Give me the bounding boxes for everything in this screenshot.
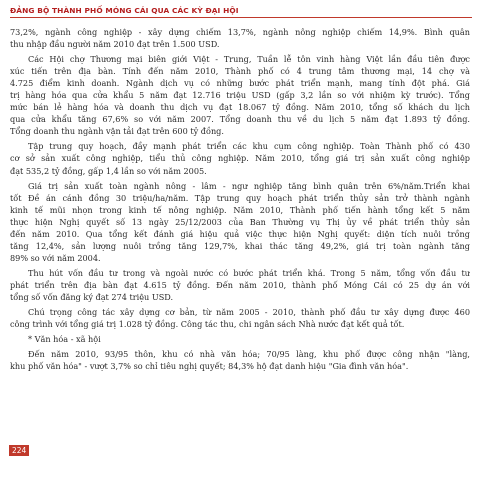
paragraph: [10, 140, 470, 176]
header-rule: [10, 17, 472, 18]
text-line: * Văn hóa - xã hội: [28, 334, 101, 345]
text-line: Tổng doanh thu ngành vận tải đạt trên 600 tỷ đồng.: [10, 126, 224, 137]
text-line: 89% so với năm 2004.: [10, 252, 101, 263]
page-number: 224: [9, 445, 29, 456]
text-line: mức bán lẻ hàng hóa và doanh thu dịch vụ đạt 18.067 tỷ đồng. Năm 2010, tổng số khách du lịch: [10, 102, 470, 113]
text-line: tăng 12,4%, sản lượng nuôi trồng tăng 129,7%, khai thác tăng 49,2%, giá trị toàn ngành tăng: [10, 240, 470, 251]
text-line: khu phố văn hóa" - vượt 3,7% so chỉ tiêu nghị quyết; 84,3% hộ đạt danh hiệu "Gia đình văn hóa".: [10, 361, 409, 372]
text-line: qua cửa khẩu tăng 67,6% so với năm 2007. Tổng doanh thu về du lịch 5 năm đạt 1.893 tỷ đồng.: [10, 114, 470, 125]
text-line: Chú trọng công tác xây dựng cơ bản, từ năm 2005 - 2010, thành phố đầu tư xây dựng được 460: [28, 307, 470, 318]
running-header-title: ĐẢNG BỘ THÀNH PHỐ MÓNG CÁI QUA CÁC KỲ ĐẠI HỘI: [10, 6, 239, 15]
text-line: xúc tiến trên địa bàn. Tính đến năm 2010, Thành phố có 4 trung tâm thương mại, 14 chợ và: [10, 66, 470, 77]
paragraph: [10, 348, 470, 372]
text-line: Đến năm 2010, 93/95 thôn, khu có nhà văn hóa; 70/95 làng, khu phố được công nhận "làng,: [28, 349, 470, 360]
paragraph: [10, 333, 470, 345]
text-line: phát triển trên địa bàn đạt 4.615 tỷ đồng. Đến năm 2010, thành phố Móng Cái có 25 dự án với: [10, 279, 470, 290]
text-line: công trình với tổng giá trị 1.028 tỷ đồng. Công tác thu, chi ngân sách Nhà nước đạt kết quả tốt.: [10, 319, 405, 330]
text-line: tốt Đề án cánh đồng 30 triệu/ha/năm. Tập trung quy hoạch phát triển thủy sản trở thành ngành: [10, 192, 470, 203]
text-line: đạt 535,2 tỷ đồng, gấp 1,4 lần so với năm 2005.: [10, 165, 207, 176]
body-text: [10, 26, 470, 372]
text-line: Các Hội chợ Thương mại biên giới Việt - Trung, Tuần lễ tôn vinh hàng Việt lần đầu tiên được: [28, 54, 470, 65]
text-line: đến năm 2010. Qua tổng kết đánh giá hiệu quả việc thực hiện Nghị quyết: diện tích nuôi trồng: [10, 228, 470, 239]
paragraph: [10, 267, 470, 303]
text-line: Tập trung quy hoạch, đầy mạnh phát triển các khu cụm công nghiệp. Toàn Thành phố có 430: [28, 141, 470, 152]
text-line: thu nhập đầu người năm 2010 đạt trên 1.500 USD.: [10, 39, 220, 50]
text-line: tổng số vốn đăng ký đạt 274 triệu USD.: [10, 291, 174, 302]
text-line: cơ sở sản xuất công nghiệp, tiểu thủ công nghiệp. Năm 2010, tổng giá trị sản xuất công nghiệp: [10, 153, 470, 164]
paragraph: [10, 53, 470, 137]
paragraph: [10, 180, 470, 264]
text-line: kinh tế mũi nhọn trong kinh tế nông nghiệp. Năm 2010, Thành phố tiến hành tổng kết 5 năm: [10, 204, 470, 215]
paragraph: [10, 306, 470, 330]
page-header: [10, 6, 472, 18]
text-line: thực hiện Nghị quyết số 13 ngày 25/12/2003 của Ban Thường vụ Thị ủy về phát triển thủy sản: [10, 216, 470, 227]
paragraph: [10, 26, 470, 50]
text-line: 4.725 điểm kinh doanh. Ngành dịch vụ có những bước phát triển mạnh, mang tính đột phá. Giá: [10, 78, 470, 89]
text-line: 73,2%, ngành công nghiệp - xây dựng chiếm 13,7%, ngành nông nghiệp chiếm 14,9%. Bình quân: [10, 27, 470, 37]
text-line: trị hàng hóa qua cửa khẩu 5 năm đạt 12.716 triệu USD (gấp 3,2 lần so với nhiệm kỳ trước). Tổng: [10, 90, 470, 101]
text-line: Giá trị sản xuất toàn ngành nông - lâm - ngư nghiệp tăng bình quân trên 6%/năm.Triển khai: [28, 180, 470, 191]
text-line: Thu hút vốn đầu tư trong và ngoài nước có bước phát triển khá. Trong 5 năm, tổng vốn đầu tư: [28, 267, 470, 278]
